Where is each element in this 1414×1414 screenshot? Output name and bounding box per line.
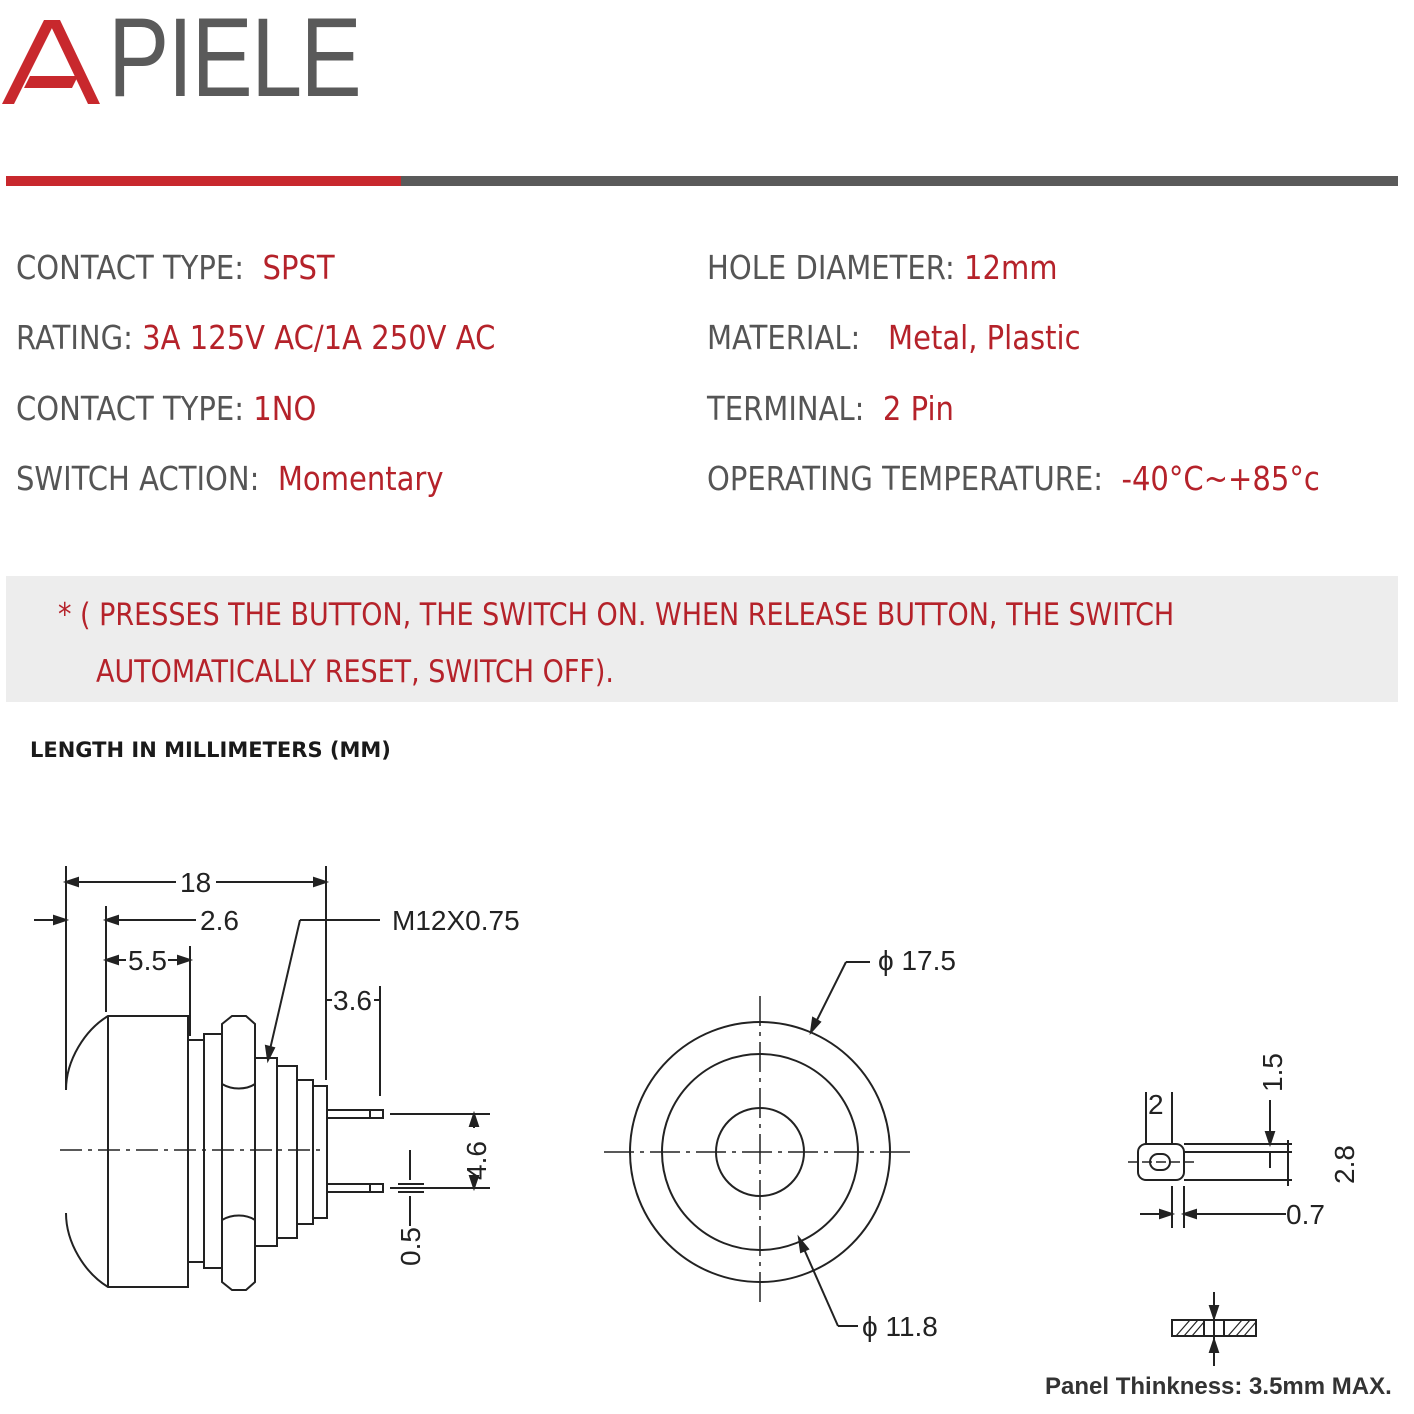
spec-value: 2 Pin [882, 389, 954, 428]
dim-label-5-5: 5.5 [128, 945, 167, 976]
spec-label: SWITCH ACTION: [16, 459, 260, 498]
spec-value: 1NO [253, 389, 317, 428]
dim-label-0-7: 0.7 [1286, 1199, 1325, 1230]
spec-label: CONTACT TYPE: [16, 248, 245, 287]
front-view-drawing [604, 962, 916, 1326]
spec-label: MATERIAL: [707, 318, 861, 357]
outer-diameter-label: ϕ 17.5 [878, 945, 956, 976]
note-line-2: AUTOMATICALLY RESET, SWITCH OFF). [96, 654, 614, 690]
note-line-1: * ( PRESSES THE BUTTON, THE SWITCH ON. WHEN RELEASE BUTTON, THE SWITCH [58, 597, 1175, 633]
dim-label-3-6: 3.6 [333, 985, 372, 1016]
spec-label: CONTACT TYPE: [16, 389, 245, 428]
spec-value: 3A 125V AC/1A 250V AC [142, 318, 496, 357]
spec-value: 12mm [964, 248, 1058, 287]
dim-label-1-5: 1.5 [1257, 1053, 1288, 1092]
spec-value: Metal, Plastic [888, 318, 1081, 357]
thread-label: M12X0.75 [392, 905, 520, 936]
spec-value: Momentary [277, 459, 444, 498]
brand-name: PIELE [108, 0, 361, 120]
spec-value: -40°C~+85°c [1121, 459, 1320, 498]
dimensions-title: LENGTH IN MILLIMETERS (MM) [30, 738, 391, 762]
spec-label: HOLE DIAMETER: [707, 248, 955, 287]
dim-label-2: 2 [1148, 1089, 1164, 1120]
spec-label: RATING: [16, 318, 133, 357]
dim-label-0-5: 0.5 [395, 1227, 426, 1266]
spec-label: OPERATING TEMPERATURE: [707, 459, 1104, 498]
panel-thickness-caption: Panel Thinkness: 3.5mm MAX. [1045, 1373, 1392, 1400]
spec-label: TERMINAL: [707, 389, 865, 428]
dim-label-2-6: 2.6 [200, 905, 239, 936]
spec-value: SPST [262, 248, 335, 287]
terminal-view-drawing [1128, 1092, 1292, 1366]
inner-diameter-label: ϕ 11.8 [862, 1311, 938, 1342]
dim-label-2-8: 2.8 [1329, 1145, 1360, 1184]
dim-label-4-6: 4.6 [461, 1141, 492, 1180]
dim-label-18: 18 [180, 867, 212, 898]
